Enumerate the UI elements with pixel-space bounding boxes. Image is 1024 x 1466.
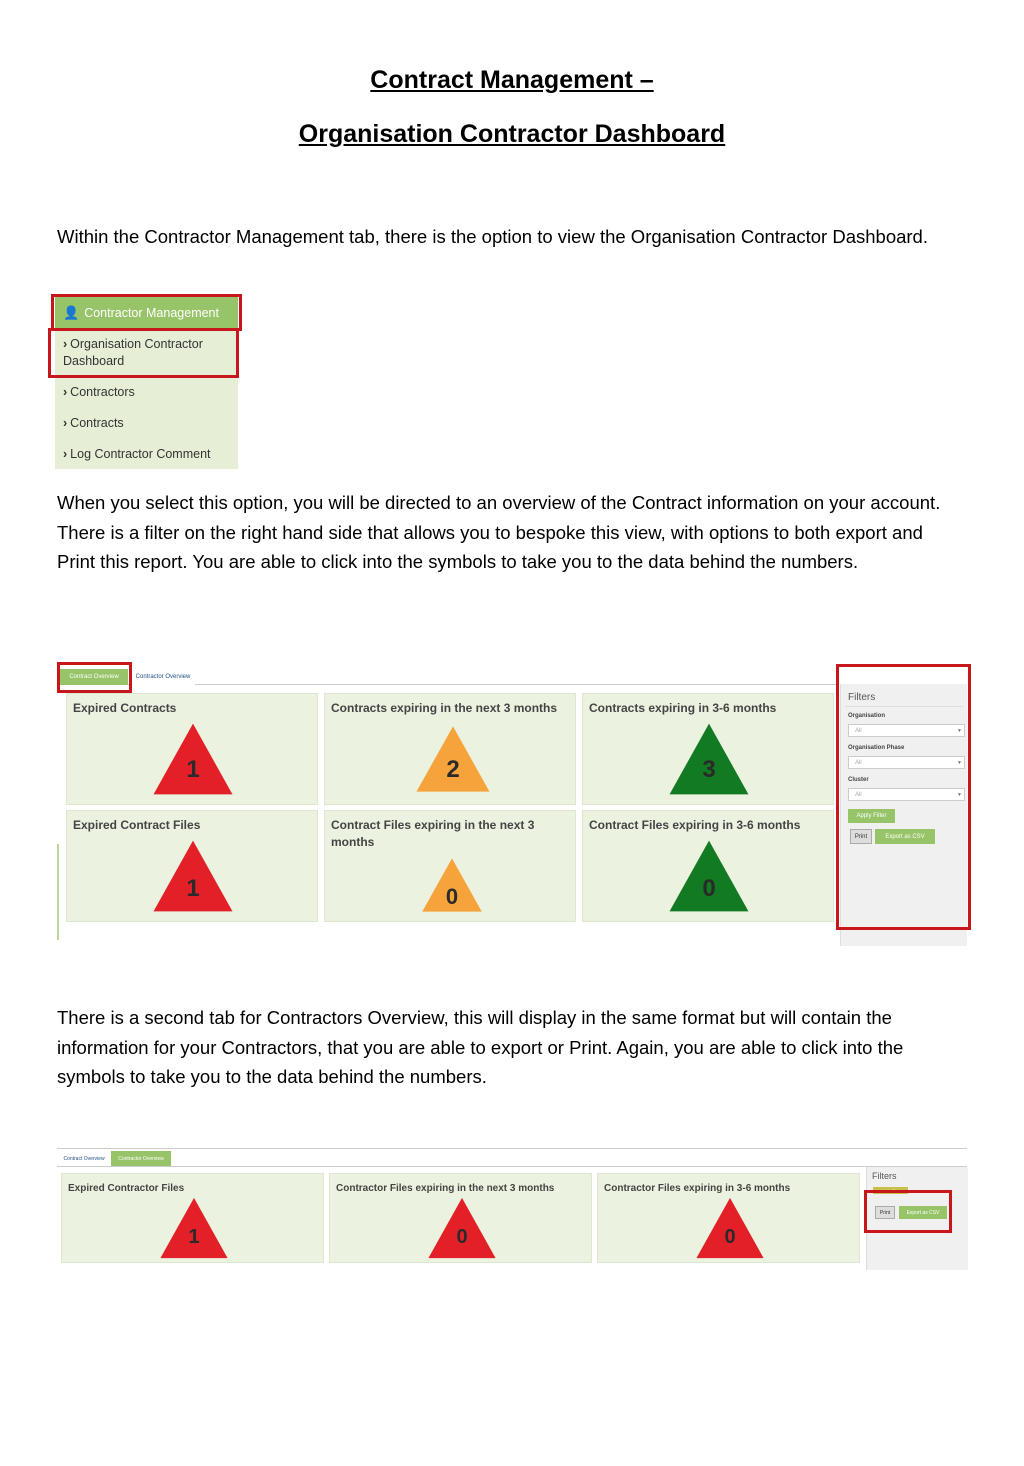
menu-item-label: Contracts xyxy=(70,416,124,430)
warning-triangle-icon[interactable] xyxy=(151,722,235,796)
menu-item-log-contractor-comment[interactable] xyxy=(63,446,233,463)
count-value: 3 xyxy=(702,756,716,783)
stat-card[interactable] xyxy=(582,810,834,922)
intro-paragraph: Within the Contractor Management tab, there is the option to view the Organisation Contractor Dashboard. xyxy=(57,226,928,247)
print-button[interactable]: Print xyxy=(875,1206,895,1219)
page-title: Contract Management – xyxy=(370,66,654,94)
organisation-phase-label: Organisation Phase xyxy=(848,745,905,751)
contract-overview-screenshot xyxy=(57,664,969,944)
highlight-box xyxy=(836,664,971,930)
menu-item-contractors[interactable] xyxy=(63,384,233,401)
count-value: 1 xyxy=(186,756,200,783)
card-title: Contracts expiring in 3-6 months xyxy=(589,701,777,715)
menu-header-label: Contractor Management xyxy=(84,305,219,320)
chevron-down-icon: ▼ xyxy=(957,760,962,766)
user-gear-icon: 👤 xyxy=(63,304,80,320)
chevron-right-icon: › xyxy=(63,447,68,461)
card-title: Expired Contracts xyxy=(73,701,177,715)
page-subtitle: Organisation Contractor Dashboard xyxy=(298,120,726,148)
organisation-value: All xyxy=(855,728,862,734)
left-edge xyxy=(57,844,59,940)
warning-triangle-icon[interactable] xyxy=(667,722,751,796)
highlight-box xyxy=(51,294,242,331)
menu-item-label: Contractors xyxy=(70,385,135,399)
stat-card[interactable] xyxy=(324,810,576,922)
stat-card[interactable] xyxy=(324,693,576,805)
warning-triangle-icon[interactable] xyxy=(667,839,751,913)
cluster-label: Cluster xyxy=(848,777,869,783)
print-button[interactable]: Print xyxy=(850,829,872,844)
count-value: 0 xyxy=(702,875,716,902)
card-title: Contractor Files expiring in the next 3 months xyxy=(336,1183,555,1194)
contractor-overview-screenshot xyxy=(57,1148,967,1272)
highlight-box xyxy=(57,662,132,693)
organisation-label: Organisation xyxy=(848,713,886,719)
count-value: 1 xyxy=(188,1226,200,1248)
contractors-paragraph: There is a second tab for Contractors Overview, this will display in the same format but will contain the information for your Contractors, that you are able to export or Print. Again, you are able to click into the symbols to take you to the data behind the numbers. xyxy=(57,1007,904,1087)
apply-filter-button[interactable]: Apply Filter xyxy=(848,809,895,823)
chevron-right-icon: › xyxy=(63,385,68,399)
top-divider xyxy=(57,1148,967,1149)
export-csv-button[interactable]: Export as CSV xyxy=(899,1206,947,1219)
warning-triangle-icon[interactable] xyxy=(415,722,491,796)
tab-divider xyxy=(57,1166,967,1167)
card-title: Contractor Files expiring in 3-6 months xyxy=(604,1183,791,1194)
stat-card[interactable] xyxy=(66,693,318,805)
menu-item-label: Log Contractor Comment xyxy=(70,447,211,461)
warning-triangle-icon[interactable] xyxy=(151,839,235,913)
tab-contract-overview[interactable]: Contract Overview xyxy=(59,1151,109,1166)
stat-card[interactable] xyxy=(582,693,834,805)
count-value: 1 xyxy=(186,875,200,902)
count-value: 0 xyxy=(456,1226,468,1248)
card-title: Expired Contractor Files xyxy=(68,1183,185,1194)
count-value: 2 xyxy=(446,756,460,783)
warning-triangle-icon[interactable] xyxy=(695,1196,765,1260)
overview-paragraph: When you select this option, you will be directed to an overview of the Contract information on your account. There is a filter on the right hand side that allows you to bespoke this view, with options to both export and Print this report. You are able to click into the symbols to take you to the data behind the numbers. xyxy=(57,492,941,572)
warning-triangle-icon[interactable] xyxy=(159,1196,229,1260)
card-title: Contract Files expiring in the next 3 months xyxy=(331,818,535,849)
phase-value: All xyxy=(855,760,862,766)
card-title: Contracts expiring in the next 3 months xyxy=(331,701,558,715)
menu-item-contracts[interactable] xyxy=(63,415,233,432)
highlight-box xyxy=(48,328,239,378)
filters-title: Filters xyxy=(848,692,876,703)
stat-card[interactable] xyxy=(61,1173,324,1263)
warning-triangle-icon[interactable] xyxy=(427,1196,497,1260)
tab-contract-overview[interactable]: Contract Overview xyxy=(60,669,128,685)
chevron-right-icon: › xyxy=(63,416,68,430)
stat-card[interactable] xyxy=(329,1173,592,1263)
export-csv-button[interactable]: Export as CSV xyxy=(875,829,935,844)
tab-contractor-overview[interactable]: Contractor Overview xyxy=(111,1151,171,1166)
stat-card[interactable] xyxy=(66,810,318,922)
tab-contractor-overview[interactable]: Contractor Overview xyxy=(131,669,195,685)
card-title: Contract Files expiring in 3-6 months xyxy=(589,818,801,832)
card-title: Expired Contract Files xyxy=(73,818,201,832)
chevron-down-icon: ▼ xyxy=(957,792,962,798)
warning-triangle-icon[interactable] xyxy=(421,857,483,913)
filters-title: Filters xyxy=(872,1171,897,1181)
count-value: 0 xyxy=(445,884,459,909)
highlight-box xyxy=(864,1190,952,1233)
chevron-down-icon: ▼ xyxy=(957,728,962,734)
count-value: 0 xyxy=(724,1226,736,1248)
stat-card[interactable] xyxy=(597,1173,860,1263)
apply-filter-button[interactable]: Apply Filter xyxy=(873,1187,908,1194)
menu-item-label: Organisation Contractor Dashboard xyxy=(63,337,203,368)
cluster-value: All xyxy=(855,792,862,798)
chevron-right-icon: › xyxy=(63,337,68,351)
